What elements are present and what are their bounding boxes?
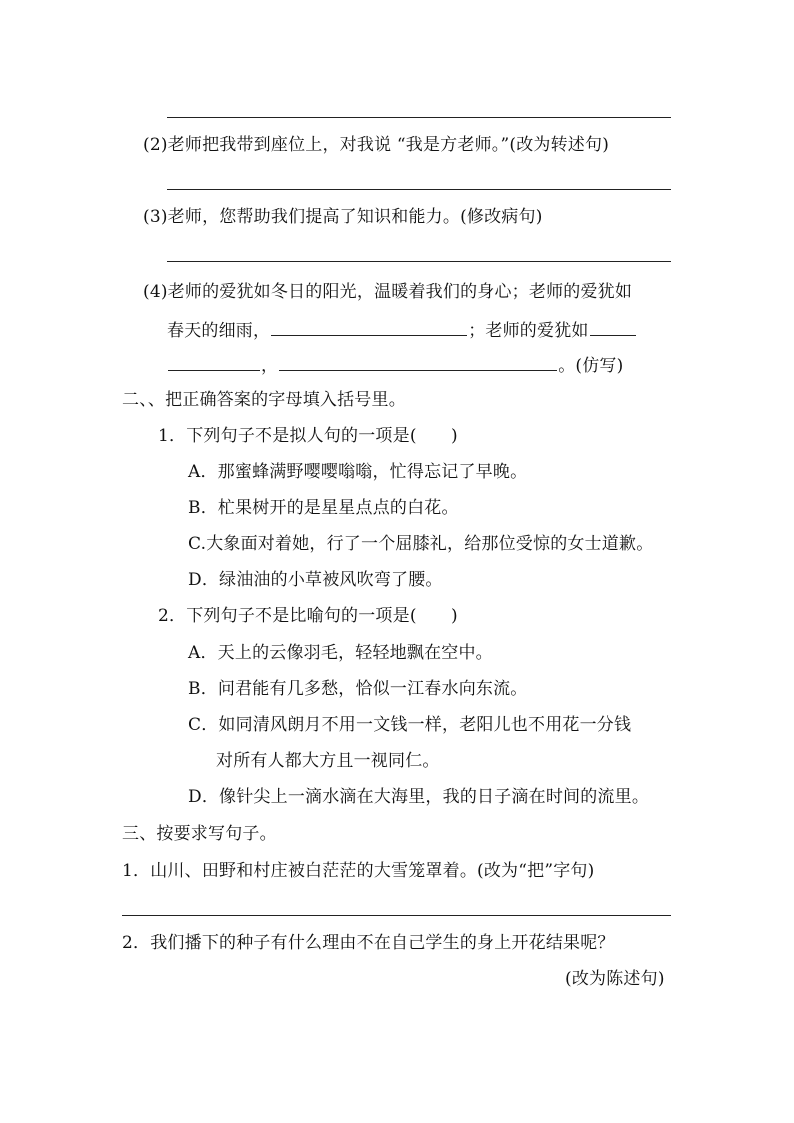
question-4-suffix: 。(仿写) [558, 356, 624, 376]
answer-line-q3[interactable] [167, 261, 671, 262]
mc-question-2-option-c[interactable]: C．如同清风朗月不用一文钱一样，老阳儿也不用花一分钱 [188, 715, 632, 735]
answer-line-s3-q1[interactable] [122, 915, 671, 916]
mc-question-2-option-c-cont: 对所有人都大方且一视同仁。 [216, 751, 440, 771]
section-3-question-1: 1．山川、田野和村庄被白茫茫的大雪笼罩着。(改为“把”字句) [122, 861, 595, 881]
section-3-question-2: 2．我们播下的种子有什么理由不在自己学生的身上开花结果呢？ [122, 933, 615, 953]
mc-question-1-option-b[interactable]: B．杧果树开的是星星点点的白花。 [188, 498, 459, 518]
mc-question-1-option-d[interactable]: D．绿油油的小草被风吹弯了腰。 [188, 570, 443, 590]
mc-question-1-option-c[interactable]: C.大象面对着她，行了一个屈膝礼，给那位受惊的女士道歉。 [188, 534, 654, 554]
section-3-heading: 三、按要求写句子。 [122, 824, 277, 844]
question-2-text: (2)老师把我带到座位上，对我说 “我是方老师。”(改为转述句) [143, 135, 610, 155]
fill-blank-1[interactable] [271, 317, 467, 336]
section-3-question-2-note: (改为陈述句) [565, 969, 665, 989]
question-4-line-2 [167, 317, 637, 342]
answer-line-q2[interactable] [167, 189, 671, 190]
mc-question-1-option-a[interactable]: A．那蜜蜂满野嘤嘤嗡嗡，忙得忘记了早晚。 [188, 462, 528, 482]
question-3-text: (3)老师，您帮助我们提高了知识和能力。(修改病句) [143, 207, 543, 227]
mc-question-2-option-d[interactable]: D．像针尖上一滴水滴在大海里，我的日子滴在时间的流里。 [188, 787, 650, 807]
mc-question-2-option-b[interactable]: B．问君能有几多愁，恰似一江春水向东流。 [188, 679, 528, 699]
question-4-comma: ， [261, 356, 279, 376]
question-4-line-3 [167, 352, 623, 377]
answer-line-q1[interactable] [167, 117, 671, 118]
question-4-middle: ；老师的爱犹如 [468, 321, 589, 341]
question-4-prefix: 春天的细雨， [167, 321, 271, 341]
fill-blank-2a[interactable] [590, 317, 636, 336]
mc-question-2-stem: 2．下列句子不是比喻句的一项是( ) [158, 606, 458, 626]
mc-question-1-stem: 1．下列句子不是拟人句的一项是( ) [158, 426, 458, 446]
section-2-heading: 二、、把正确答案的字母填入括号里。 [122, 390, 406, 410]
question-4-line-1: (4)老师的爱犹如冬日的阳光，温暖着我们的身心；老师的爱犹如 [143, 282, 633, 302]
fill-blank-3[interactable] [279, 352, 557, 371]
mc-question-2-option-a[interactable]: A．天上的云像羽毛，轻轻地飘在空中。 [188, 643, 493, 663]
fill-blank-2b[interactable] [168, 352, 260, 371]
